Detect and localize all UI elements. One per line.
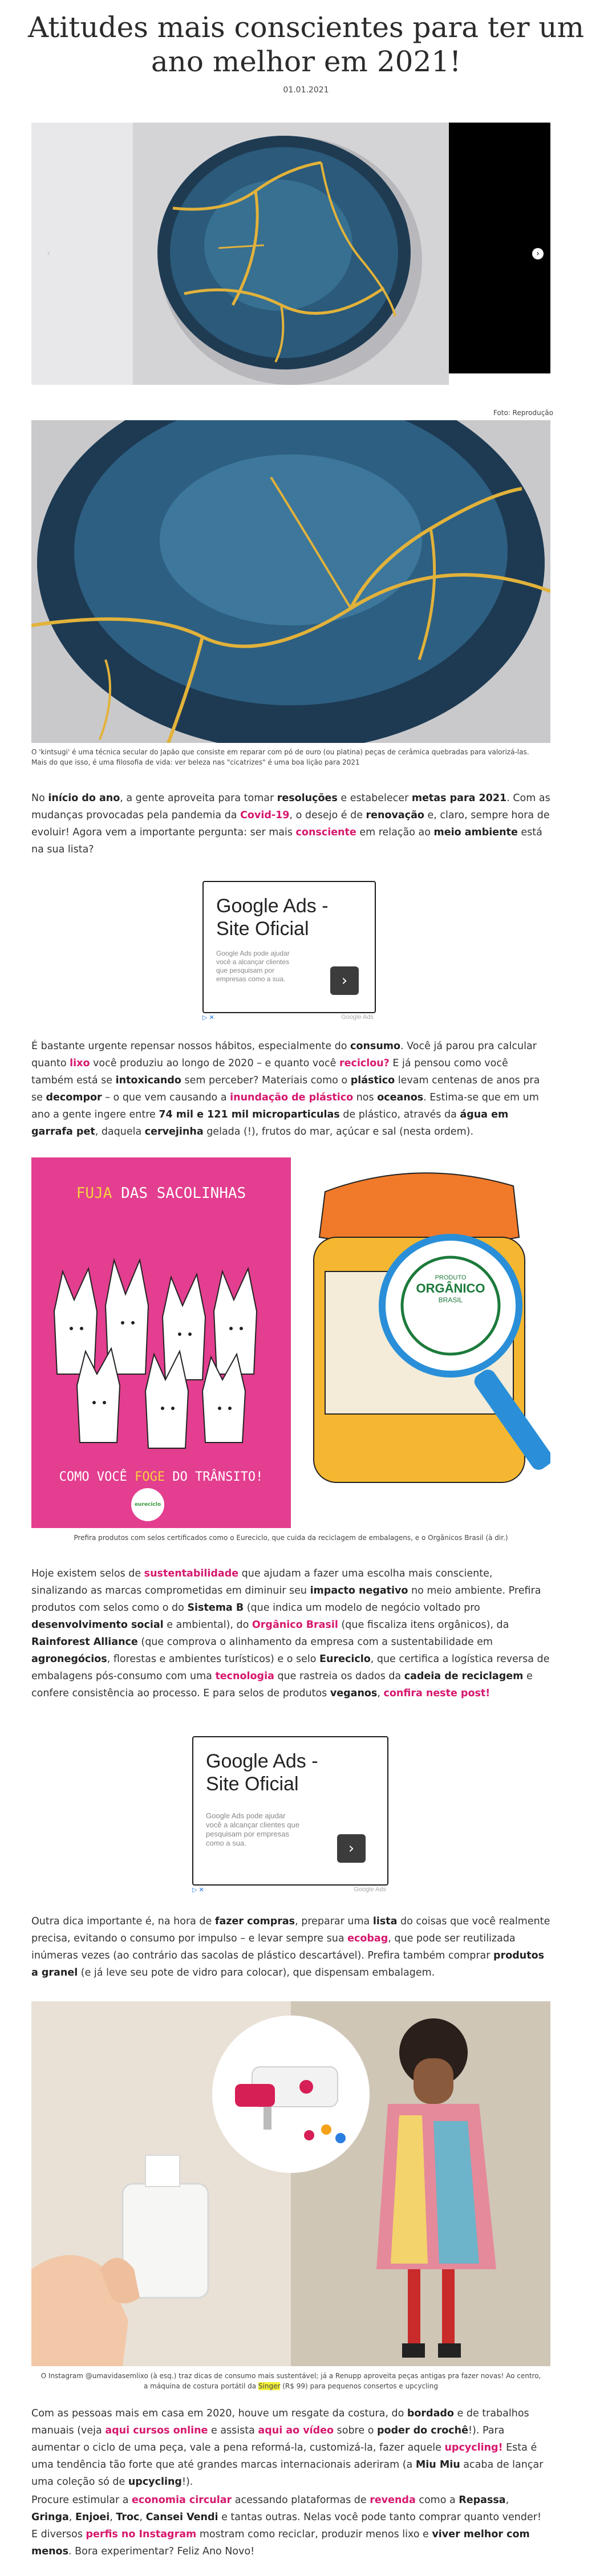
ad-description: Google Ads pode ajudar você a alcançar clientes que pesquisam por empresas como a sua. xyxy=(206,1811,300,1847)
paragraph-compras: Outra dica importante é, na hora de fazer compras, preparar uma lista do coisas que você realmente precisa, evitando o consumo por impulso – e levar sempre sua ecobag, que pode ser reutilizada inúmeras vezes (ao contrário das sacolas de plástico descartável). Prefira também comprar produtos a granel (e já leve seu pote de vidro para colocar), que dispensam embalagem. xyxy=(31,1916,550,1978)
link-video[interactable]: aqui ao vídeo xyxy=(258,2425,334,2436)
eureciclo-poster xyxy=(31,1157,291,1528)
photo-caption-1: O 'kintsugi' é uma técnica secular do Japão que consiste em reparar com pó de ouro (ou platina) peças de cerâmica quebradas para valorizá-las. Mais do que isso, é uma filosofia de vida: ver beleza nas "cicatrizes" é uma boa lição para 2021 xyxy=(31,748,529,766)
link-reciclou[interactable]: reciclou? xyxy=(339,1058,390,1069)
link-confira-post[interactable]: confira neste post! xyxy=(383,1688,491,1699)
article-date: 01.01.2021 xyxy=(283,86,329,95)
eureciclo-badge: eureciclo xyxy=(131,1488,164,1521)
ad-footer: ▷ ✕ Google Ads xyxy=(202,1014,374,1021)
google-ad-2[interactable] xyxy=(192,1736,388,1886)
poster-title: FUJA DAS SACOLINHAS xyxy=(76,1185,246,1202)
carousel-prev-button[interactable]: ‹ xyxy=(47,249,50,258)
link-perfis-instagram[interactable]: perfis no Instagram xyxy=(86,2529,197,2540)
upcycling-photos xyxy=(31,2001,550,2366)
link-consciente[interactable]: consciente xyxy=(295,827,356,838)
photo-caption-3: O Instagram @umavidasemlixo (à esq.) traz dicas de consumo mais sustentável; já a Renupp aproveita peças antigas pra fazer novas! Ao centro, a máquina de costura portátil da Singer (R$ 99) para pequenos consertos e upcycling xyxy=(40,2372,541,2390)
ad-description: Google Ads pode ajudar você a alcançar clientes que pesquisam por empresas como a sua. xyxy=(216,949,290,983)
organico-seal: PRODUTO ORGÂNICO BRASIL xyxy=(416,1274,485,1304)
link-ecobag[interactable]: ecobag xyxy=(347,1933,388,1944)
google-ad-1[interactable] xyxy=(202,881,376,1013)
chevron-right-icon: › xyxy=(341,972,348,989)
ad-choices-icon[interactable]: ▷ ✕ xyxy=(202,1014,214,1021)
ad-open-button[interactable] xyxy=(337,1834,366,1863)
paragraph-intro: No início do ano, a gente aproveita para tomar resoluções e estabelecer metas para 2021. Com as mudanças provocadas pela pandemia da Covid-19, o desejo é de renovação e, claro, sempre hora de evoluir! Agora vem a importante pergunta: ser mais consciente em relação ao meio ambiente está na sua lista? xyxy=(31,793,550,855)
certification-seals-image xyxy=(31,1157,550,1528)
chevron-right-icon: › xyxy=(348,1840,355,1857)
carousel-next-button[interactable]: › xyxy=(532,248,544,259)
link-lixo[interactable]: lixo xyxy=(70,1058,90,1069)
article-title: Atitudes mais conscientes para ter um ano melhor em 2021! xyxy=(27,11,585,78)
link-economia-circular[interactable]: economia circular xyxy=(132,2494,232,2506)
ad-choices-icon[interactable]: ▷ ✕ xyxy=(192,1887,204,1894)
sewing-machine-image xyxy=(212,2016,370,2173)
link-inundacao-plastico[interactable]: inundação de plástico xyxy=(230,1092,354,1103)
link-covid[interactable]: Covid-19 xyxy=(240,810,290,821)
kintsugi-bowl-large-image xyxy=(31,420,550,743)
link-revenda[interactable]: revenda xyxy=(370,2494,416,2506)
carousel-slide-current xyxy=(133,123,449,385)
organico-brasil-illustration xyxy=(291,1157,550,1528)
ad-open-button[interactable] xyxy=(330,966,359,995)
link-upcycling[interactable]: upcycling! xyxy=(444,2442,503,2453)
link-organico-brasil[interactable]: Orgânico Brasil xyxy=(252,1619,338,1631)
paragraph-economia-circular: Procure estimular a economia circular acessando plataformas de revenda como a Repassa, Gringa, Enjoei, Troc, Cansei Vendi e tantas outras. Nelas você pode tanto comprar quanto vender! E diversos perfis no Instagram mostram como reciclar, produzir menos lixo e viver melhor com menos. Bora experimentar? Feliz Ano Novo! xyxy=(31,2494,541,2557)
kintsugi-bowl-image xyxy=(133,123,449,385)
kintsugi-bowl-photo xyxy=(31,420,550,743)
photo-credit: Foto: Reprodução xyxy=(493,409,553,417)
ad-footer: ▷ ✕ Google Ads xyxy=(192,1886,386,1894)
photo-caption-2: Prefira produtos com selos certificados como o Eureciclo, que cuida da reciclagem de embalagens, e o Orgânicos Brasil (à dir.) xyxy=(74,1534,508,1542)
paragraph-consumo: É bastante urgente repensar nossos hábitos, especialmente do consumo. Você já parou pra calcular quanto lixo você produziu ao longo de 2020 – e quanto você reciclou? E já pensou como você também está se intoxicando sem perceber? Materiais como o plástico levam centenas de anos pra se decompor – o que vem causando a inundação de plástico nos oceanos. Estima-se que em um ano a gente ingere entre 74 mil e 121 mil microparticulas de plástico, através da água em garrafa pet, daquela cervejinha gelada (!), frutos do mar, açúcar e sal (nesta ordem). xyxy=(31,1041,540,1137)
link-sustentabilidade[interactable]: sustentabilidade xyxy=(144,1568,239,1579)
poster-footer: COMO VOCÊ FOGE DO TRÂNSITO! xyxy=(59,1470,264,1484)
link-tecnologia[interactable]: tecnologia xyxy=(215,1671,274,1682)
image-carousel xyxy=(31,123,550,385)
ad-title: Google Ads - Site Oficial xyxy=(206,1750,318,1795)
link-cursos-online[interactable]: aqui cursos online xyxy=(105,2425,208,2436)
jar-magnifier-illustration xyxy=(291,1157,550,1528)
sewing-machine-inset xyxy=(212,2016,370,2173)
ad-title: Google Ads - Site Oficial xyxy=(216,895,329,940)
paragraph-selos: Hoje existem selos de sustentabilidade que ajudam a fazer uma escolha mais consciente, sinalizando as marcas comprometidas em diminuir seu impacto negativo no meio ambiente. Prefira produtos com selos como o do Sistema B (que indica um modelo de negócio voltado pro desenvolvimento social e ambiental), do Orgânico Brasil (que fiscaliza itens orgânicos), da Rainforest Alliance (que comprova o alinhamento da empresa com a sustentabilidade em agronegócios, florestas e ambientes turísticos) e o selo Eureciclo, que certifica a logística reversa de embalagens pós-consumo com uma tecnologia que rastreia os dados da cadeia de reciclagem e confere consistência ao processo. E para selos de produtos veganos, confira neste post! xyxy=(31,1568,550,1699)
paragraph-costura: Com as pessoas mais em casa em 2020, houve um resgate da costura, do bordado e de trabalhos manuais (veja aqui cursos online e assista aqui ao vídeo sobre o poder do crochê!). Para aumentar o ciclo de uma peça, vale a pena reformá-la, customizá-la, fazer aquele upcycling! Esta é uma tendência tão forte que até grandes marcas internacionais aderiram (a Miu Miu acaba de lançar uma coleção só de upcycling!). xyxy=(31,2408,544,2488)
